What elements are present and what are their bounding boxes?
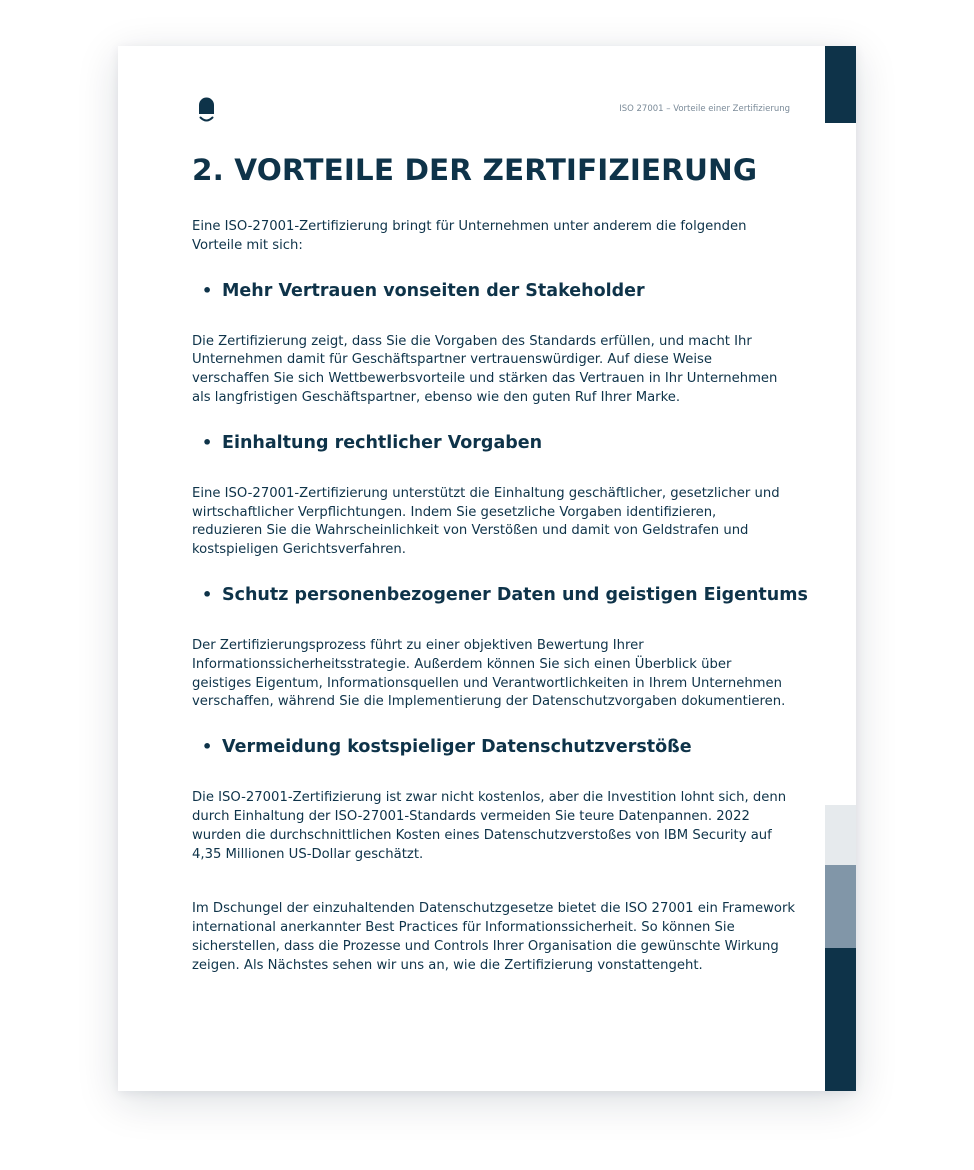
section-heading [192,581,810,609]
document-page [118,46,856,1091]
section-heading-text: Mehr Vertrauen vonseiten der Stakeholder [222,280,645,301]
side-accent-bar-light [825,805,856,865]
bullet-icon: • [202,737,213,757]
bullet-icon: • [202,432,213,452]
section-paragraph: Die Zertifizierung zeigt, dass Sie die Vorgaben des Standards erfüllen, und macht Ihr Unternehmen damit für Geschäftspartner vertrauenswürdiger. Auf diese Weise verschaffen Sie sich Wettbewerbsvorteile und stärken das Vertrauen in Ihr Unternehmen als langfristigen Geschäftspartner, ebenso wie den guten Ruf Ihrer Marke. [192,333,778,405]
section-heading-text: Vermeidung kostspieliger Datenschutzverstöße [222,737,692,758]
section-paragraph: Eine ISO-27001-Zertifizierung unterstützt die Einhaltung geschäftlicher, gesetzlicher und wirtschaftlicher Verpflichtungen. Indem Sie gesetzliche Vorgaben identifizieren, reduzieren Sie die Wahrscheinlichkeit von Verstößen und damit von Geldstrafen und kostspieligen Gerichtsverfahren. [192,485,780,558]
running-header: ISO 27001 – Vorteile einer Zertifizierung [619,104,790,114]
section-paragraph: Der Zertifizierungsprozess führt zu einer objektiven Bewertung Ihrer Informationssicherheitsstrategie. Außerdem können Sie sich einen Überblick über geistiges Eigentum, Informationsquellen und Verantwortlichkeiten in Ihrem Unternehmen verschaffen, während Sie die Implementierung der Datenschutzvorgaben dokumentieren. [192,637,786,710]
section-heading-text: Einhaltung rechtlicher Vorgaben [222,432,543,453]
bullet-icon: • [202,584,213,604]
section-heading [192,429,810,457]
section-heading [192,733,810,761]
section-heading-text: Schutz personenbezogener Daten und geistigen Eigentums [222,584,808,605]
side-accent-bar-top [825,46,856,123]
side-accent-bar-bottom [825,948,856,1091]
document-content [192,150,810,976]
closing-paragraph: Im Dschungel der einzuhaltenden Datenschutzgesetze bietet die ISO 27001 ein Framework international anerkannter Best Practices für Informationssicherheit. So können Sie sicherstellen, dass die Prozesse und Controls Ihrer Organisation die gewünschte Wirkung zeigen. Als Nächstes sehen wir uns an, wie die Zertifizierung vonstattengeht. [192,901,796,973]
side-accent-bar-mid [825,865,856,948]
page-title: 2. VORTEILE DER ZERTIFIZIERUNG [192,153,758,187]
intro-paragraph: Eine ISO-27001-Zertifizierung bringt für Unternehmen unter anderem die folgenden Vorteile mit sich: [192,219,747,253]
brand-logo-icon [198,96,215,123]
section-heading [192,277,810,305]
bullet-icon: • [202,280,213,300]
section-paragraph: Die ISO-27001-Zertifizierung ist zwar nicht kostenlos, aber die Investition lohnt sich, denn durch Einhaltung der ISO-27001-Standards vermeiden Sie teure Datenpannen. 2022 wurden die durchschnittlichen Kosten eines Datenschutzverstoßes von IBM Security auf 4,35 Millionen US-Dollar geschätzt. [192,790,787,862]
